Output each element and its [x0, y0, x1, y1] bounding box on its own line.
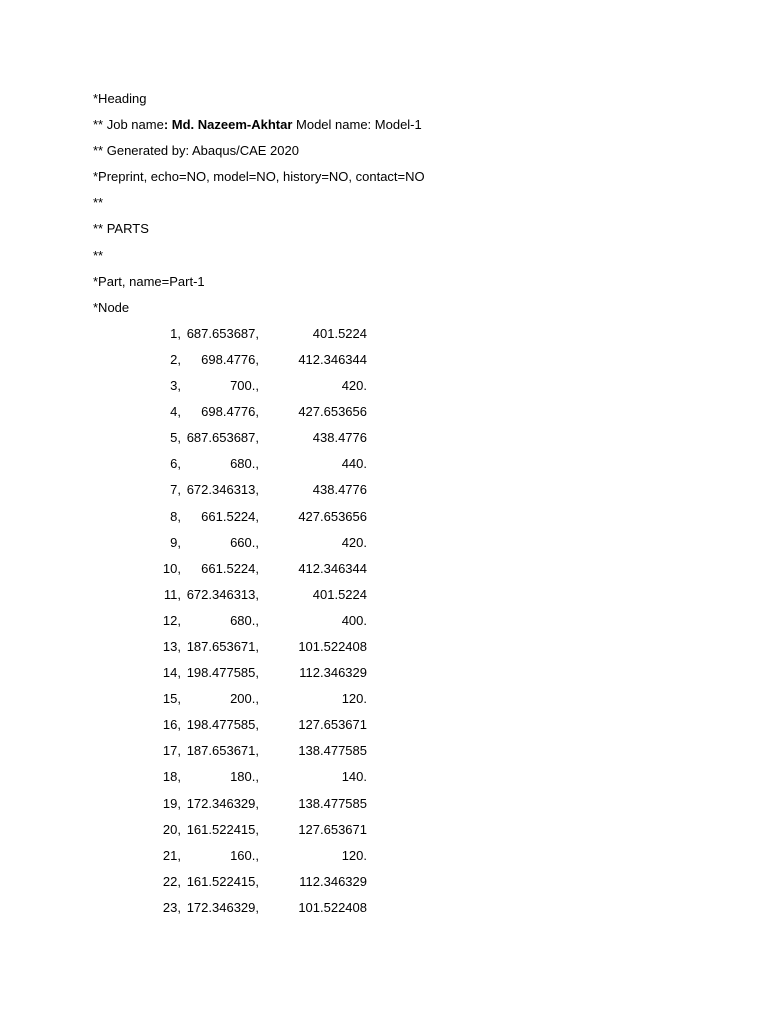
model-name-text: Model name: Model-1: [292, 117, 422, 133]
preprint-line: *Preprint, echo=NO, model=NO, history=NO, contact=NO: [93, 169, 425, 185]
node-x-coordinate: 200.,: [230, 691, 259, 707]
node-row: [93, 373, 713, 399]
node-x-coordinate: 672.346313,: [186, 586, 259, 602]
node-id: 13,: [162, 638, 181, 654]
heading-keyword: *Heading: [93, 91, 147, 106]
node-row: [93, 895, 713, 921]
node-id: 19,: [162, 795, 181, 811]
node-y-coordinate: 401.5224: [312, 325, 367, 341]
node-x-coordinate: 160.,: [230, 847, 259, 863]
node-id: 11,: [163, 586, 181, 602]
generated-by-line: ** Generated by: Abaqus/CAE 2020: [93, 143, 299, 159]
node-y-coordinate: 401.5224: [312, 586, 367, 602]
node-row: [93, 582, 713, 608]
node-x-coordinate: 172.346329,: [186, 899, 259, 915]
job-name-value: : Md. Nazeem-Akhtar: [163, 117, 293, 133]
node-x-coordinate: 687.653687,: [186, 325, 259, 341]
node-id: 4,: [170, 404, 181, 420]
node-row: [93, 634, 713, 660]
node-id: 12,: [162, 612, 181, 628]
node-x-coordinate: 661.5224,: [201, 560, 259, 576]
node-y-coordinate: 412.346344: [298, 351, 367, 367]
node-id: 20,: [162, 821, 181, 837]
node-y-coordinate: 427.653656: [298, 508, 367, 524]
node-id: 22,: [162, 873, 181, 889]
node-x-coordinate: 161.522415,: [186, 873, 259, 889]
node-id: 14,: [162, 665, 181, 681]
node-x-coordinate: 198.477585,: [186, 717, 259, 733]
node-id: 6,: [170, 456, 181, 472]
node-y-coordinate: 420.: [341, 534, 367, 550]
node-id: 7,: [170, 482, 181, 498]
node-y-coordinate: 127.653671: [298, 717, 367, 733]
node-row: [93, 556, 713, 582]
job-name-label: ** Job name: [93, 117, 164, 133]
node-row: [93, 660, 713, 686]
node-keyword-line: *Node: [93, 299, 130, 315]
node-row: [93, 477, 713, 503]
node-x-coordinate: 661.5224,: [201, 508, 259, 524]
node-id: 1,: [170, 325, 181, 341]
node-x-coordinate: 198.477585,: [186, 665, 259, 681]
node-y-coordinate: 112.346329: [299, 873, 367, 889]
node-row: [93, 686, 713, 712]
node-y-coordinate: 138.477585: [298, 795, 367, 811]
node-x-coordinate: 172.346329,: [186, 795, 259, 811]
node-y-coordinate: 112.346329: [299, 665, 367, 681]
node-id: 8,: [170, 508, 181, 524]
node-row: [93, 425, 713, 451]
node-x-coordinate: 698.4776,: [201, 351, 259, 367]
node-row: [93, 764, 713, 790]
part-name-line: *Part, name=Part-1: [93, 273, 205, 289]
node-id: 17,: [162, 743, 181, 759]
node-id: 5,: [170, 430, 181, 446]
node-id: 2,: [170, 351, 181, 367]
node-id: 15,: [162, 691, 181, 707]
node-row: [93, 530, 713, 556]
node-y-coordinate: 120.: [341, 691, 367, 707]
node-id: 18,: [162, 769, 181, 785]
node-row: [93, 451, 713, 477]
node-id: 23,: [162, 899, 181, 915]
node-id: 21,: [162, 847, 181, 863]
node-row: [93, 504, 713, 530]
node-y-coordinate: 412.346344: [298, 560, 367, 576]
node-y-coordinate: 420.: [341, 378, 367, 394]
node-id: 9,: [170, 534, 181, 550]
node-y-coordinate: 127.653671: [298, 821, 367, 837]
node-x-coordinate: 180.,: [230, 769, 259, 785]
node-row: [93, 712, 713, 738]
node-row: [93, 869, 713, 895]
node-y-coordinate: 438.4776: [312, 482, 367, 498]
node-y-coordinate: 438.4776: [312, 430, 367, 446]
node-y-coordinate: 101.522408: [298, 899, 367, 915]
node-x-coordinate: 187.653671,: [186, 638, 259, 654]
job-name-line: [93, 112, 713, 138]
node-x-coordinate: 680.,: [230, 456, 259, 472]
document-content: [93, 86, 713, 921]
node-row: [93, 843, 713, 869]
parts-comment-line: ** PARTS: [93, 221, 149, 237]
comment-line: **: [93, 195, 104, 211]
node-id: 16,: [162, 717, 181, 733]
node-row: [93, 347, 713, 373]
comment-line: **: [93, 247, 104, 263]
node-id: 3,: [170, 378, 181, 394]
node-x-coordinate: 660.,: [230, 534, 259, 550]
node-y-coordinate: 138.477585: [298, 743, 367, 759]
node-list: [93, 321, 713, 921]
node-id: 10,: [162, 560, 181, 576]
node-y-coordinate: 440.: [341, 456, 367, 472]
node-x-coordinate: 187.653671,: [186, 743, 259, 759]
node-row: [93, 738, 713, 764]
node-y-coordinate: 427.653656: [298, 404, 367, 420]
node-x-coordinate: 698.4776,: [201, 404, 259, 420]
node-row: [93, 791, 713, 817]
node-y-coordinate: 400.: [341, 612, 367, 628]
node-x-coordinate: 672.346313,: [186, 482, 259, 498]
node-x-coordinate: 687.653687,: [186, 430, 259, 446]
node-y-coordinate: 101.522408: [298, 638, 367, 654]
node-row: [93, 321, 713, 347]
node-row: [93, 817, 713, 843]
node-x-coordinate: 161.522415,: [186, 821, 259, 837]
node-y-coordinate: 140.: [341, 769, 367, 785]
node-x-coordinate: 700.,: [230, 378, 259, 394]
node-x-coordinate: 680.,: [230, 612, 259, 628]
node-row: [93, 608, 713, 634]
node-y-coordinate: 120.: [341, 847, 367, 863]
node-row: [93, 399, 713, 425]
